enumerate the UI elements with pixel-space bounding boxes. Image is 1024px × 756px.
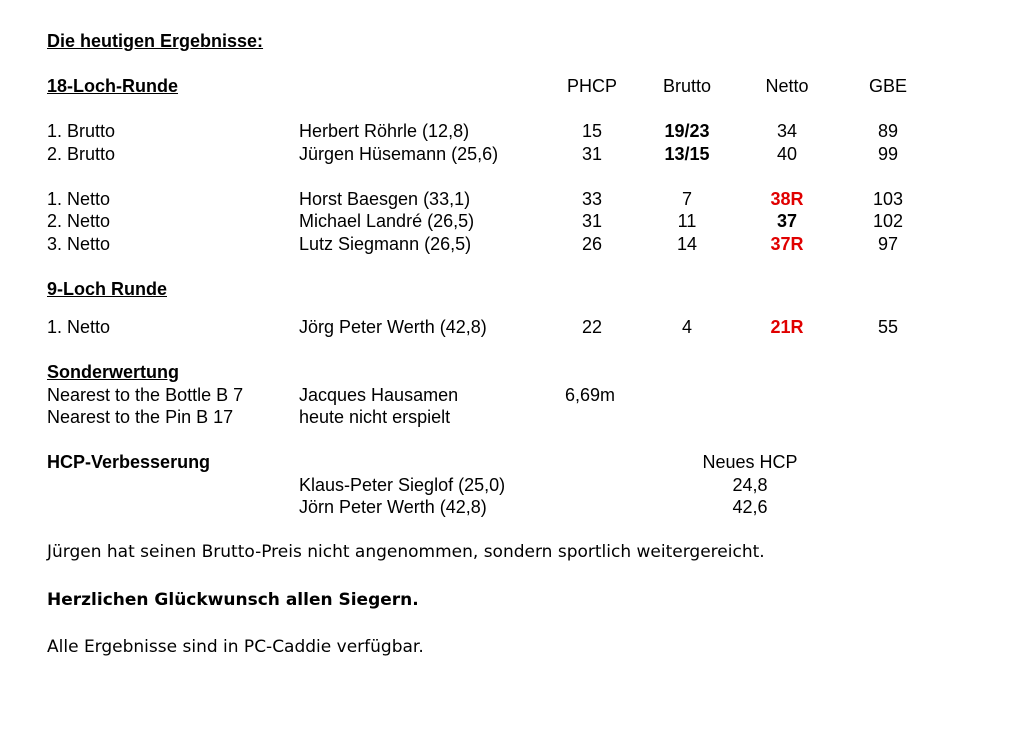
result-netto: 37 bbox=[776, 211, 798, 231]
congrats-text: Herzlichen Glückwunsch allen Siegern. bbox=[47, 590, 419, 610]
result-phcp: 26 bbox=[581, 234, 603, 254]
column-header-gbe: GBE bbox=[868, 76, 907, 96]
result-phcp: 15 bbox=[581, 121, 603, 141]
result-brutto: 4 bbox=[681, 317, 692, 337]
result-netto: 21R bbox=[770, 317, 804, 337]
page-title: Die heutigen Ergebnisse: bbox=[47, 31, 264, 51]
result-phcp: 22 bbox=[581, 317, 603, 337]
result-netto: 34 bbox=[776, 121, 798, 141]
result-name: Michael Landré (26,5) bbox=[299, 211, 475, 231]
column-header-netto: Netto bbox=[765, 76, 809, 96]
section-heading-sonderwertung: Sonderwertung bbox=[47, 362, 180, 382]
result-netto: 40 bbox=[776, 144, 798, 164]
hcp-name: Klaus-Peter Sieglof (25,0) bbox=[299, 475, 506, 495]
column-header-brutto: Brutto bbox=[662, 76, 712, 96]
special-value: heute nicht erspielt bbox=[299, 407, 451, 427]
result-phcp: 33 bbox=[581, 189, 603, 209]
special-label: Nearest to the Bottle B 7 bbox=[47, 385, 244, 405]
hcp-value: 42,6 bbox=[732, 497, 768, 517]
result-gbe: 103 bbox=[872, 189, 904, 209]
result-gbe: 55 bbox=[877, 317, 899, 337]
result-gbe: 89 bbox=[877, 121, 899, 141]
special-label: Nearest to the Pin B 17 bbox=[47, 407, 234, 427]
section-heading-18-loch: 18-Loch-Runde bbox=[47, 76, 179, 96]
result-brutto: 13/15 bbox=[664, 144, 710, 164]
result-name: Jürgen Hüsemann (25,6) bbox=[299, 144, 499, 164]
result-brutto: 11 bbox=[677, 211, 697, 231]
result-brutto: 7 bbox=[681, 189, 692, 209]
result-gbe: 97 bbox=[877, 234, 899, 254]
column-header-phcp: PHCP bbox=[566, 76, 617, 96]
result-phcp: 31 bbox=[581, 211, 603, 231]
hcp-value: 24,8 bbox=[732, 475, 768, 495]
section-heading-hcp: HCP-Verbesserung bbox=[47, 452, 211, 472]
result-gbe: 102 bbox=[872, 211, 904, 231]
note-text: Jürgen hat seinen Brutto-Preis nicht angenommen, sondern sportlich weitergereicht. bbox=[47, 542, 765, 562]
special-value: Jacques Hausamen bbox=[299, 385, 459, 405]
column-header-neues-hcp: Neues HCP bbox=[702, 452, 798, 472]
result-place: 1. Netto bbox=[47, 317, 111, 337]
result-place: 1. Brutto bbox=[47, 121, 116, 141]
result-place: 2. Brutto bbox=[47, 144, 116, 164]
result-place: 1. Netto bbox=[47, 189, 111, 209]
result-brutto: 14 bbox=[676, 234, 698, 254]
result-netto: 38R bbox=[770, 189, 804, 209]
result-name: Herbert Röhrle (12,8) bbox=[299, 121, 470, 141]
special-extra: 6,69m bbox=[565, 385, 616, 405]
result-place: 3. Netto bbox=[47, 234, 111, 254]
result-name: Lutz Siegmann (26,5) bbox=[299, 234, 472, 254]
result-place: 2. Netto bbox=[47, 211, 111, 231]
result-netto: 37R bbox=[770, 234, 804, 254]
hcp-name: Jörn Peter Werth (42,8) bbox=[299, 497, 487, 517]
footer-text: Alle Ergebnisse sind in PC-Caddie verfügbar. bbox=[47, 637, 424, 657]
result-gbe: 99 bbox=[877, 144, 899, 164]
result-name: Horst Baesgen (33,1) bbox=[299, 189, 471, 209]
result-brutto: 19/23 bbox=[664, 121, 710, 141]
section-heading-9-loch: 9-Loch Runde bbox=[47, 279, 167, 299]
result-phcp: 31 bbox=[581, 144, 603, 164]
result-name: Jörg Peter Werth (42,8) bbox=[299, 317, 487, 337]
